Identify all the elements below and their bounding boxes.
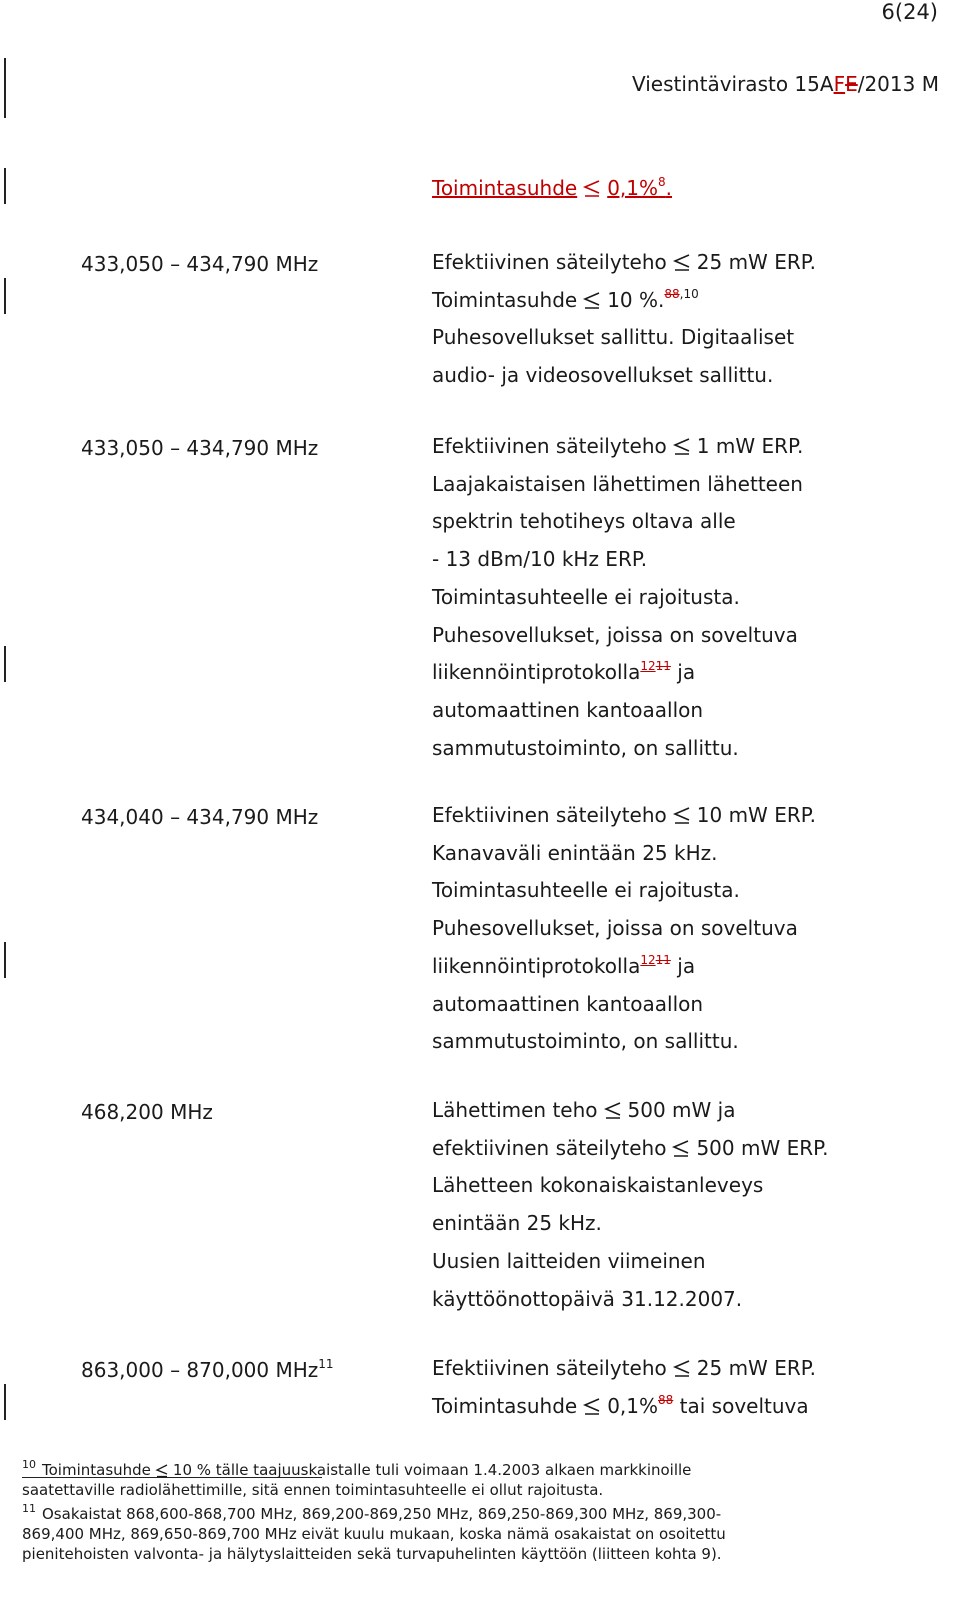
footnote-ref: ,10 [679, 286, 699, 301]
less-equal-icon [154, 1462, 170, 1475]
condition-text: Uusien laitteiden viimeinen [432, 1248, 706, 1273]
footnote-text: Osakaistat 868,600-868,700 MHz, 869,200-869,250 MHz, 869,250-869,300 MHz, 869,300- [42, 1505, 722, 1523]
header-prefix: Viestintävirasto 15A [632, 72, 834, 96]
condition-text: Puhesovellukset, joissa on soveltuva [432, 622, 798, 647]
condition-text: Efektiivinen säteilyteho [432, 1356, 667, 1380]
less-equal-icon [671, 430, 693, 448]
frequency-band: 433,050 – 434,790 MHz [81, 252, 319, 276]
condition-text: liikennöintiprotokolla [432, 953, 641, 978]
footnote-number: 11 [22, 1502, 36, 1515]
deleted-footnote-ref: 11 [655, 952, 671, 967]
footnote-text: 869,400 MHz, 869,650-869,700 MHz eivät kuulu mukaan, koska nämä osakaistat on osoitettu [22, 1525, 726, 1543]
condition-text: - 13 dBm/10 kHz ERP. [432, 547, 648, 572]
condition-text: Toimintasuhde [432, 287, 578, 312]
duty-cycle-value: 0,1% [607, 176, 659, 200]
condition-text: ja [677, 953, 696, 978]
condition-value: 0,1% [607, 1393, 659, 1418]
condition-text: sammutustoiminto, on sallittu. [432, 1029, 739, 1054]
deleted-footnote-ref: 11 [655, 659, 671, 674]
footnote-text: Toimintasuhde [42, 1461, 151, 1479]
condition-value: 10 %. [607, 287, 665, 312]
footnote-11 [22, 1504, 862, 1564]
band-conditions [432, 244, 816, 395]
condition-text: Kanavaväli enintään 25 kHz. [432, 840, 718, 865]
frequency-text: 863,000 – 870,000 MHz [81, 1358, 319, 1382]
condition-text: audio- ja videosovellukset sallittu. [432, 363, 774, 388]
frequency-band: 433,050 – 434,790 MHz [81, 436, 319, 460]
condition-text: Efektiivinen säteilyteho [432, 434, 667, 458]
condition-value: 500 mW ERP. [696, 1135, 829, 1160]
footnote-text: pienitehoisten valvonta- ja hälytyslaitteiden sekä turvapuhelinten käyttöön (liitteen kohta 9). [22, 1545, 722, 1563]
frequency-band [81, 1358, 334, 1382]
footnote-ref: 8 [658, 175, 666, 189]
inserted-footnote-ref: 12 [640, 952, 656, 967]
footnote-text: 10 % tälle taajuuskaistalle tuli voimaan 1.4.2003 alkaen markkinoille [172, 1461, 692, 1479]
condition-text: automaattinen kantoaallon [432, 697, 704, 722]
change-bar [4, 646, 6, 682]
condition-text: Lähettimen teho [432, 1098, 598, 1122]
header-suffix: /2013 M [857, 72, 939, 96]
condition-text: Toimintasuhteelle ei rajoitusta. [432, 584, 740, 609]
less-equal-icon [581, 284, 603, 302]
condition-value: 25 mW ERP. [696, 250, 817, 274]
condition-text: Toimintasuhde [432, 1393, 578, 1418]
change-bar [4, 168, 6, 204]
change-bar [4, 278, 6, 314]
band-conditions [432, 1350, 816, 1425]
condition-text: Puhesovellukset, joissa on soveltuva [432, 916, 798, 941]
footnote-number: 10 [22, 1458, 36, 1471]
condition-text: Puhesovellukset sallittu. Digitaaliset [432, 325, 795, 350]
condition-value: 10 mW ERP. [696, 803, 817, 827]
duty-cycle-label: Toimintasuhde [432, 176, 578, 200]
less-equal-icon [671, 1352, 693, 1370]
deleted-footnote-ref: 88 [658, 1392, 674, 1407]
less-equal-icon [602, 1094, 624, 1112]
band-conditions [432, 797, 816, 1061]
change-bar [4, 58, 6, 118]
condition-text: Lähetteen kokonaiskaistanleveys [432, 1173, 764, 1198]
inserted-duty-cycle-line [432, 170, 672, 208]
band-conditions [432, 1092, 828, 1318]
document-header [632, 72, 939, 96]
condition-text: ja [677, 660, 696, 685]
condition-text: Toimintasuhteelle ei rajoitusta. [432, 878, 740, 903]
condition-text: Efektiivinen säteilyteho [432, 250, 667, 274]
condition-value: 500 mW ja [627, 1098, 736, 1122]
footnote-text: saatettaville radiolähettimille, sitä ennen toimintasuhteelle ei ollut rajoitusta. [22, 1481, 604, 1499]
footnote-10 [22, 1460, 862, 1500]
condition-text: sammutustoiminto, on sallittu. [432, 735, 739, 760]
page-number: 6(24) [881, 0, 938, 24]
condition-text: spektrin tehotiheys oltava alle [432, 509, 736, 534]
less-equal-icon [581, 172, 603, 190]
change-bar [4, 1384, 6, 1420]
less-equal-icon [671, 799, 693, 817]
deleted-footnote-ref: 88 [664, 286, 680, 301]
condition-text: efektiivinen säteilyteho [432, 1135, 667, 1160]
header-deletion: E [845, 72, 858, 96]
inserted-footnote-ref: 12 [640, 659, 656, 674]
condition-value: 1 mW ERP. [696, 434, 804, 458]
less-equal-icon [670, 1132, 692, 1150]
change-bar [4, 942, 6, 978]
condition-text: enintään 25 kHz. [432, 1211, 602, 1236]
condition-text: Laajakaistaisen lähettimen lähetteen [432, 471, 803, 496]
less-equal-icon [581, 1390, 603, 1408]
condition-text: liikennöintiprotokolla [432, 660, 641, 685]
less-equal-icon [671, 246, 693, 264]
footnote-ref: 11 [318, 1357, 334, 1371]
condition-text: automaattinen kantoaallon [432, 991, 704, 1016]
period: . [665, 176, 673, 200]
header-insertion: F [833, 72, 846, 96]
condition-text: tai soveltuva [679, 1393, 809, 1418]
condition-value: 25 mW ERP. [696, 1356, 817, 1380]
band-conditions [432, 428, 803, 767]
frequency-band: 468,200 MHz [81, 1100, 213, 1124]
frequency-band: 434,040 – 434,790 MHz [81, 805, 319, 829]
condition-text: Efektiivinen säteilyteho [432, 803, 667, 827]
condition-text: käyttöönottopäivä 31.12.2007. [432, 1286, 743, 1311]
